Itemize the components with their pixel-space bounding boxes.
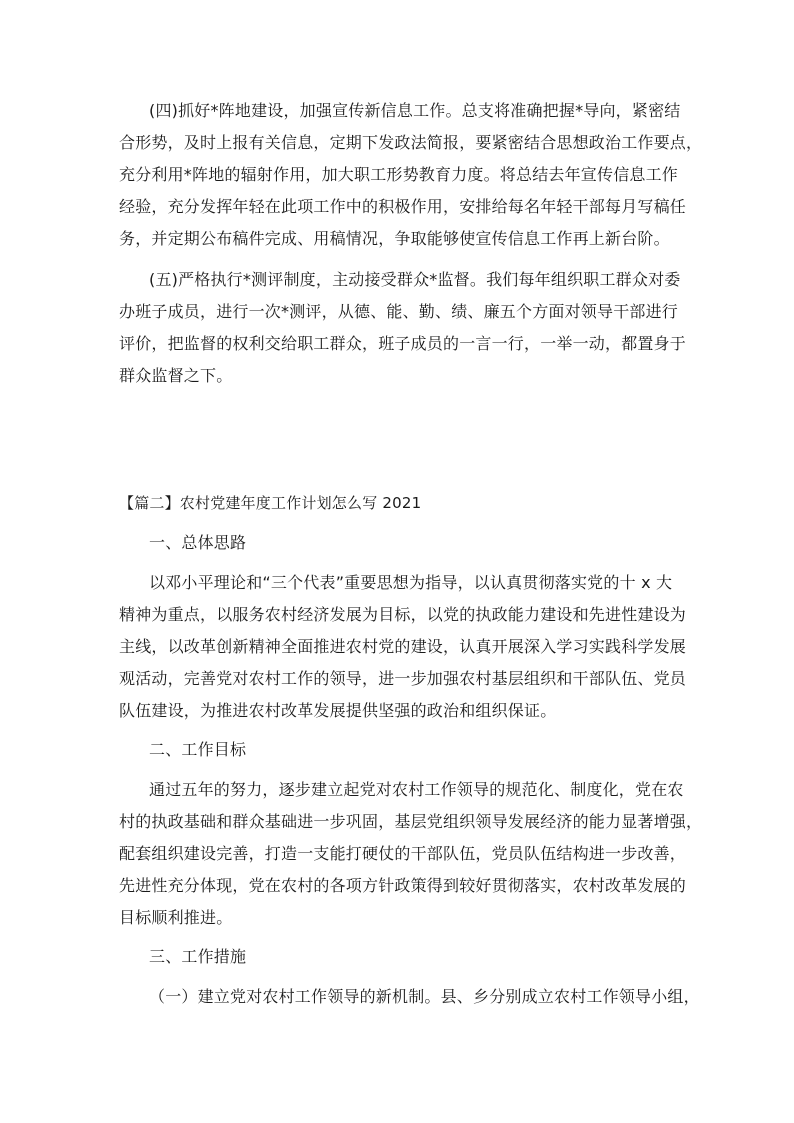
paragraph-line: 合形势，及时上报有关信息，定期下发政法简报，要紧密结合思想政治工作要点， xyxy=(119,133,703,152)
heading: 一、总体思路 xyxy=(149,533,247,552)
paragraph-line: 村的执政基础和群众基础进一步巩固，基层党组织领导发展经济的能力显著增强， xyxy=(119,812,703,831)
paragraph-line: 以邓小平理论和“三个代表”重要思想为指导，以认真贯彻落实党的十 x 大 xyxy=(149,573,673,592)
heading: 三、工作措施 xyxy=(149,947,247,966)
paragraph-line: (五)严格执行*测评制度，主动接受群众*监督。我们每年组织职工群众对委 xyxy=(149,270,681,289)
paragraph-line: （一）建立党对农村工作领导的新机制。县、乡分别成立农村工作领导小组， xyxy=(149,987,700,1006)
heading: 二、工作目标 xyxy=(149,740,247,759)
paragraph-line: 务，并定期公布稿件完成、用稿情况，争取能够使宣传信息工作再上新台阶。 xyxy=(119,229,670,248)
paragraph-line: 队伍建设，为推进农村改革发展提供坚强的政治和组织保证。 xyxy=(119,701,557,720)
paragraph-line: 先进性充分体现，党在农村的各项方针政策得到较好贯彻落实，农村改革发展的 xyxy=(119,876,687,895)
paragraph-line: 配套组织建设完善，打造一支能打硬仗的干部队伍，党员队伍结构进一步改善， xyxy=(119,844,687,863)
paragraph-line: 群众监督之下。 xyxy=(119,366,233,385)
section-title: 【篇二】农村党建年度工作计划怎么写 2021 xyxy=(119,494,422,512)
paragraph-line: 精神为重点，以服务农村经济发展为目标，以党的执政能力建设和先进性建设为 xyxy=(119,605,687,624)
paragraph-line: 充分利用*阵地的辐射作用，加大职工形势教育力度。将总结去年宣传信息工作 xyxy=(119,165,679,184)
paragraph-line: 办班子成员，进行一次*测评，从德、能、勤、绩、廉五个方面对领导干部进行 xyxy=(119,302,679,321)
paragraph-line: 目标顺利推进。 xyxy=(119,908,233,927)
paragraph-line: 评价，把监督的权利交给职工群众，班子成员的一言一行，一举一动，都置身于 xyxy=(119,334,687,353)
paragraph-line: 通过五年的努力，逐步建立起党对农村工作领导的规范化、制度化，党在农 xyxy=(149,780,684,799)
paragraph-line: 主线，以改革创新精神全面推进农村党的建设，认真开展深入学习实践科学发展 xyxy=(119,637,687,656)
paragraph-line: 经验，充分发挥年轻在此项工作中的积极作用，安排给每名年轻干部每月写稿任 xyxy=(119,197,687,216)
paragraph-line: (四)抓好*阵地建设，加强宣传新信息工作。总支将准确把握*导向，紧密结 xyxy=(149,101,681,120)
paragraph-line: 观活动，完善党对农村工作的领导，进一步加强农村基层组织和干部队伍、党员 xyxy=(119,669,687,688)
